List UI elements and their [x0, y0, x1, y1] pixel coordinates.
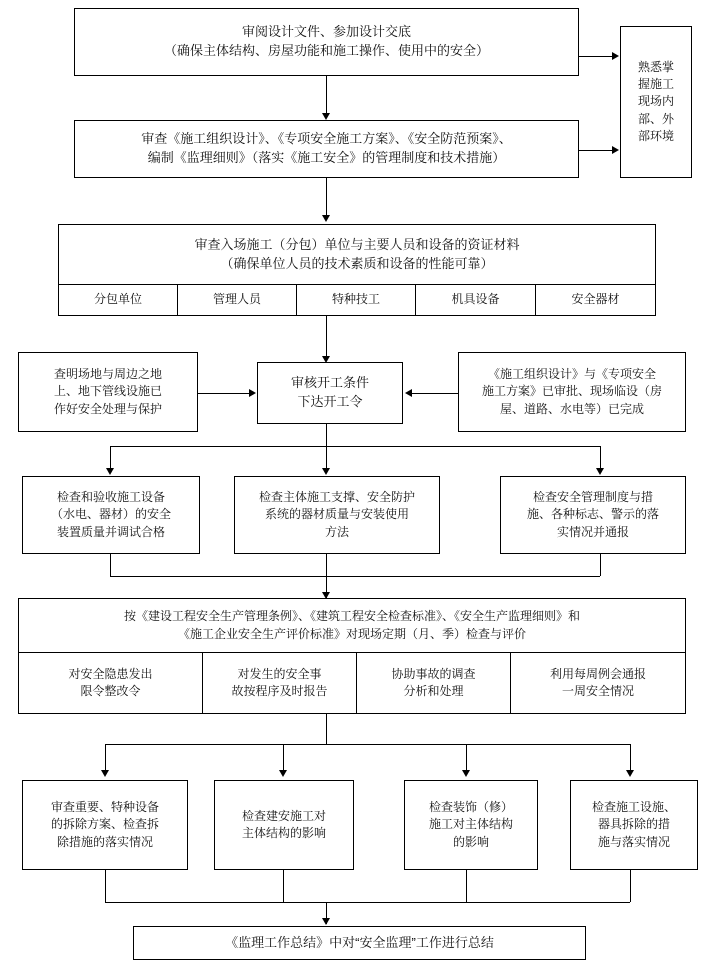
node-cell-weekly-meeting-line-2: 一周安全情况: [561, 684, 634, 698]
node-decoration-impact: [404, 780, 538, 870]
node-site-environment-line-3: 现场内: [637, 94, 674, 109]
node-cell-accident-investigation-line-1: 协助事故的调查: [391, 666, 476, 681]
node-support-protection-inspection-line-3: 方法: [324, 524, 349, 539]
node-site-survey-line-3: 作好安全处理与保护: [53, 401, 162, 416]
node-equipment-inspection-line-1: 检查和验收施工设备: [56, 489, 165, 504]
node-cell-management-staff-label: 管理人员: [212, 292, 261, 307]
node-site-environment-line-2: 握施工: [637, 76, 674, 91]
node-equipment-inspection-line-3: 装置质量并调试合格: [56, 524, 165, 539]
connector-n5-to-n6: [198, 393, 249, 394]
node-site-environment: [620, 26, 692, 178]
node-cell-hazard-rectification: [18, 652, 203, 714]
node-cell-hazard-rectification-line-1: 对安全隐患发出: [68, 666, 153, 681]
node-cell-special-worker-label: 特种技工: [331, 292, 380, 307]
arrow-n1-to-n3: [612, 52, 619, 60]
connector-n1-to-n2: [326, 76, 327, 117]
arrow-branch-n13: [279, 770, 287, 777]
merge-up-n9: [326, 554, 327, 576]
node-design-review: [74, 8, 579, 76]
arrow-branch-n15: [626, 770, 634, 777]
node-subcontractor-qualification: [58, 224, 656, 284]
merge-bus-row4: [105, 902, 630, 903]
connector-n2-to-n3: [579, 150, 612, 151]
arrow-n2-to-n4: [322, 215, 330, 222]
node-cell-hazard-rectification-line-2: 限令整改令: [80, 684, 141, 698]
arrow-branch-n12: [101, 770, 109, 777]
branch-bus-row3: [110, 446, 600, 447]
node-periodic-inspection-line-2: 《施工企业安全生产评价标准》对现场定期（月、季）检查与评价: [177, 626, 526, 641]
node-safety-system-inspection: [500, 476, 686, 554]
node-start-work-approval: [257, 362, 403, 424]
node-plan-review: [74, 120, 579, 178]
merge-up-n8: [110, 554, 111, 576]
connector-n4-to-n6: [326, 316, 327, 360]
node-cell-management-staff: [177, 284, 297, 316]
node-design-review-line-1: 审阅设计文件、参加设计交底: [241, 24, 411, 40]
arrow-n7-to-n6: [405, 389, 412, 397]
node-special-equipment-removal-line-1: 审查重要、特种设备: [50, 799, 159, 814]
node-installation-impact: [214, 780, 354, 870]
node-plans-approved-line-2: 施工方案》已审批、现场临设（房: [481, 384, 662, 399]
arrow-branch-n8: [106, 468, 114, 475]
node-special-equipment-removal-line-2: 的拆除方案、检查拆: [50, 817, 159, 832]
node-cell-subcontractor-label: 分包单位: [93, 292, 142, 307]
connector-n1-to-n3: [579, 56, 612, 57]
node-facility-dismantling-line-2: 器具拆除的措: [597, 817, 670, 832]
node-decoration-impact-line-3: 的影响: [452, 834, 489, 849]
merge-up-n14: [466, 870, 467, 902]
node-design-review-line-2: （确保主体结构、房屋功能和施工操作、使用中的安全）: [163, 43, 489, 58]
merge-up-n13: [283, 870, 284, 902]
node-equipment-inspection-line-2: （水电、器材）的安全: [50, 507, 171, 522]
node-special-equipment-removal: [22, 780, 188, 870]
node-site-environment-line-4: 部、外: [637, 111, 674, 126]
node-support-protection-inspection-line-1: 检查主体施工支撑、安全防护: [258, 489, 415, 504]
connector-n2-to-n4: [326, 178, 327, 220]
node-cell-accident-report: [202, 652, 357, 714]
node-support-protection-inspection: [234, 476, 440, 554]
node-facility-dismantling: [570, 780, 698, 870]
node-periodic-inspection: [18, 598, 686, 652]
node-safety-system-inspection-line-1: 检查安全管理制度与措: [532, 489, 653, 504]
connector-n6-down: [326, 424, 327, 446]
node-site-environment-line-5: 部环境: [637, 129, 674, 144]
node-cell-accident-report-line-1: 对发生的安全事: [237, 666, 322, 681]
node-facility-dismantling-line-3: 施与落实情况: [597, 834, 670, 849]
node-final-summary-line-1: 《监理工作总结》中对“安全监理”工作进行总结: [225, 934, 494, 950]
arrow-branch-n14: [462, 770, 470, 777]
node-cell-weekly-meeting: [510, 652, 686, 714]
node-cell-accident-report-line-2: 故按程序及时报告: [231, 684, 328, 698]
connector-n11-down: [326, 714, 327, 744]
node-plans-approved-line-3: 屋、道路、水电等）已完成: [499, 401, 644, 416]
node-site-survey-line-2: 上、地下管线设施已: [53, 384, 162, 399]
node-cell-machinery: [415, 284, 536, 316]
node-cell-weekly-meeting-line-1: 利用每周例会通报: [549, 666, 646, 681]
node-support-protection-inspection-line-2: 系统的器材质量与安装使用: [264, 507, 409, 522]
arrow-n2-to-n3: [612, 146, 619, 154]
node-special-equipment-removal-line-3: 除措施的落实情况: [56, 834, 153, 849]
node-final-summary: [133, 926, 586, 960]
node-subcontractor-qualification-line-1: 审查入场施工（分包）单位与主要人员和设备的资证材料: [194, 236, 520, 252]
node-cell-subcontractor: [58, 284, 178, 316]
node-cell-safety-equipment: [535, 284, 656, 316]
node-safety-system-inspection-line-2: 施、各种标志、警示的落: [526, 507, 659, 522]
merge-bus-row3: [110, 576, 600, 577]
node-installation-impact-line-1: 检查建安施工对: [241, 808, 326, 823]
node-safety-system-inspection-line-3: 实情况并通报: [556, 524, 629, 539]
node-plans-approved-line-1: 《施工组织设计》与《专项安全: [487, 366, 656, 381]
arrow-n1-to-n2: [322, 113, 330, 120]
merge-up-n10: [600, 554, 601, 576]
connector-n7-to-n6: [412, 393, 458, 394]
node-plans-approved: [458, 352, 686, 432]
node-equipment-inspection: [22, 476, 200, 554]
arrow-n5-to-n6: [249, 389, 256, 397]
merge-up-n15: [630, 870, 631, 902]
branch-bus-row4: [105, 744, 630, 745]
node-plan-review-line-1: 审查《施工组织设计》、《专项安全施工方案》、《安全防范预案》、: [141, 131, 512, 147]
node-cell-accident-investigation: [356, 652, 511, 714]
arrow-branch-n10: [596, 468, 604, 475]
node-cell-safety-equipment-label: 安全器材: [571, 292, 620, 307]
node-start-work-approval-line-1: 审核开工条件: [290, 375, 369, 391]
arrow-merge-to-n16: [322, 918, 330, 925]
arrow-branch-n9: [322, 468, 330, 475]
node-decoration-impact-line-2: 施工对主体结构: [428, 817, 513, 832]
node-facility-dismantling-line-1: 检查施工设施、: [591, 799, 676, 814]
node-cell-machinery-label: 机具设备: [451, 292, 500, 307]
node-site-survey-line-1: 查明场地与周边之地: [53, 366, 162, 381]
node-cell-special-worker: [296, 284, 416, 316]
node-plan-review-line-2: 编制《监理细则》（落实《施工安全》的管理制度和技术措施）: [147, 150, 506, 165]
merge-up-n12: [105, 870, 106, 902]
node-site-survey: [18, 352, 198, 432]
node-periodic-inspection-line-1: 按《建设工程安全生产管理条例》、《建筑工程安全检查标准》、《安全生产监理细则》和: [123, 609, 580, 624]
node-subcontractor-qualification-line-2: （确保单位人员的技术素质和设备的性能可靠）: [220, 255, 494, 271]
node-cell-accident-investigation-line-2: 分析和处理: [403, 684, 464, 698]
node-site-environment-line-1: 熟悉掌: [637, 59, 674, 74]
node-decoration-impact-line-1: 检查装饰（修）: [428, 799, 513, 814]
node-start-work-approval-line-2: 下达开工令: [297, 394, 363, 409]
node-installation-impact-line-2: 主体结构的影响: [241, 826, 326, 840]
